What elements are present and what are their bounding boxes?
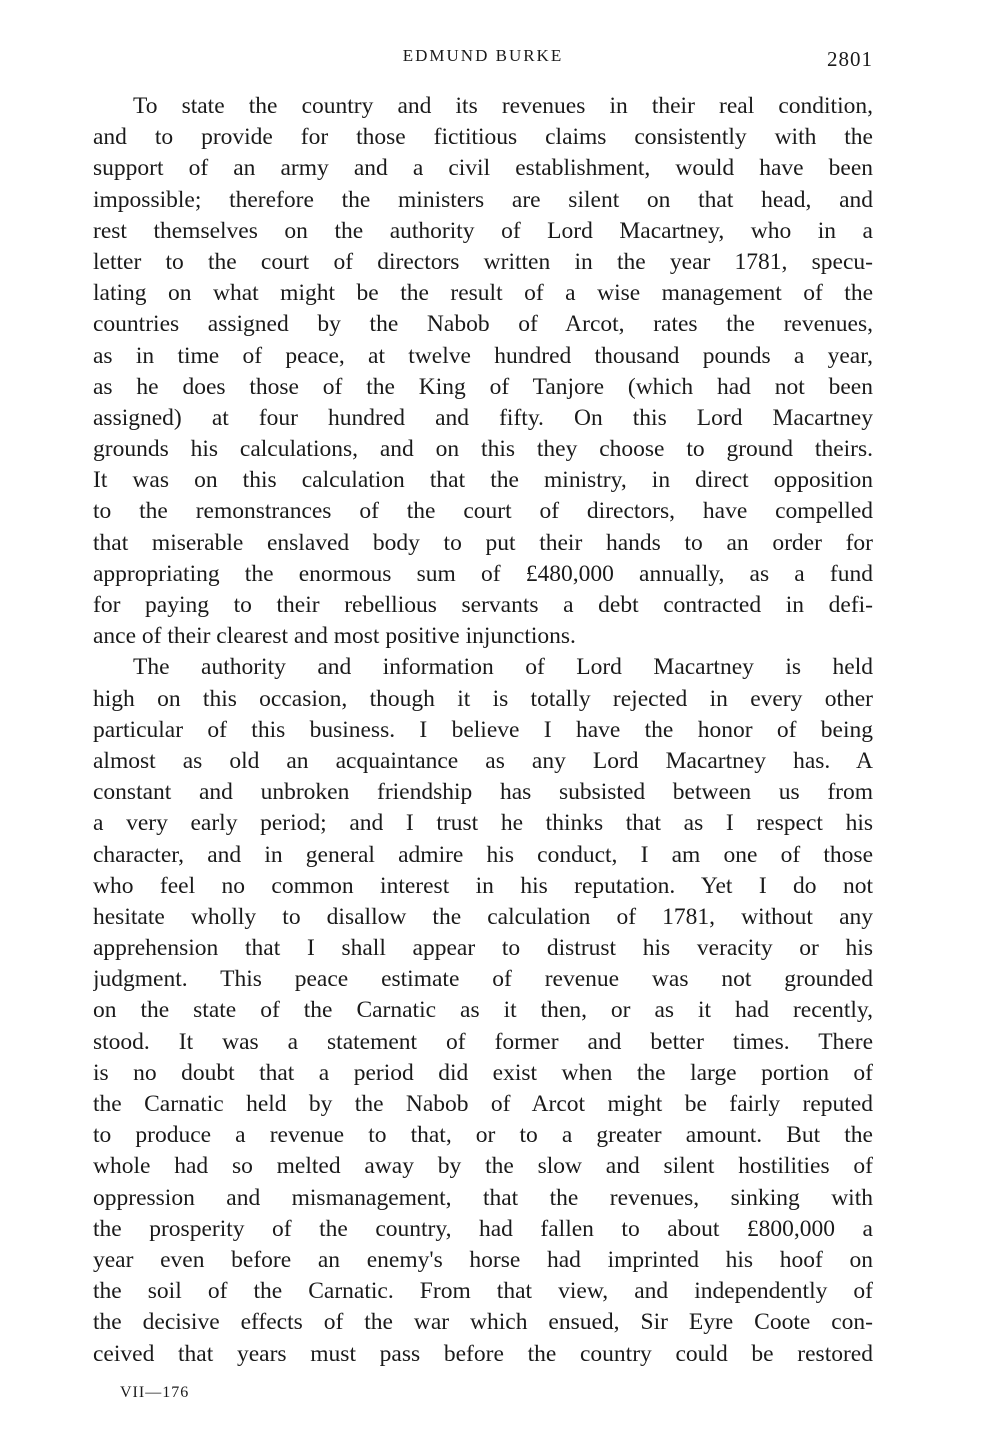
text-line: hesitate wholly to disallow the calculation of 1781, without any [93,903,873,930]
text-line: as he does those of the King of Tanjore (which had not been [93,373,873,400]
text-line: whole had so melted away by the slow and silent hostilities of [93,1153,873,1180]
text-line: particular of this business. I believe I have the honor of being [93,716,873,743]
text-line: lating on what might be the result of a wise management of the [93,280,873,307]
text-line: the prosperity of the country, had fallen to about £800,000 a [93,1215,873,1242]
text-line: To state the country and its revenues in their real condition, [133,93,873,119]
text-line: that miserable enslaved body to put their hands to an order for [93,529,873,556]
text-line: countries assigned by the Nabob of Arcot, rates the revenues, [93,311,873,338]
text-line: ance of their clearest and most positive injunctions. [93,623,576,650]
text-line: and to provide for those fictitious claims consistently with the [93,124,873,151]
text-line: as in time of peace, at twelve hundred thousand pounds a year, [93,342,873,369]
text-line: judgment. This peace estimate of revenue was not grounded [93,966,873,993]
text-line: letter to the court of directors written in the year 1781, specu- [93,248,873,275]
text-line: the Carnatic held by the Nabob of Arcot might be fairly reputed [93,1091,873,1117]
paragraph-2 [93,652,873,1369]
text-line: It was on this calculation that the ministry, in direct opposition [93,467,873,494]
text-line: to the remonstrances of the court of directors, have compelled [93,498,873,525]
text-line: impossible; therefore the ministers are silent on that head, and [93,186,873,213]
text-line: apprehension that I shall appear to distrust his veracity or his [93,935,873,962]
running-title: EDMUND BURKE [402,46,564,65]
body-text [93,91,873,1370]
text-line: rest themselves on the authority of Lord Macartney, who in a [93,217,873,244]
text-line: year even before an enemy's horse had imprinted his hoof on [93,1246,873,1273]
text-line: appropriating the enormous sum of £480,000 annually, as a fund [93,560,873,587]
text-line: The authority and information of Lord Macartney is held [133,654,873,681]
text-line: a very early period; and I trust he thinks that as I respect his [93,810,873,837]
text-line: grounds his calculations, and on this they choose to ground theirs. [93,436,873,463]
page-number: 2801 [827,47,873,71]
text-line: support of an army and a civil establishment, would have been [93,155,873,182]
text-line: oppression and mismanagement, that the revenues, sinking with [93,1184,873,1211]
text-line: character, and in general admire his conduct, I am one of those [93,841,873,868]
text-line: on the state of the Carnatic as it then, or as it had recently, [93,997,873,1024]
paragraph-1 [93,91,873,652]
text-line: assigned) at four hundred and fifty. On this Lord Macartney [93,404,873,431]
text-line: stood. It was a statement of former and better times. There [93,1028,873,1055]
text-line: the soil of the Carnatic. From that view, and independently of [93,1278,873,1305]
text-line: ceived that years must pass before the country could be restored [93,1340,873,1367]
text-line: the decisive effects of the war which ensued, Sir Eyre Coote con- [93,1309,873,1336]
text-line: high on this occasion, though it is totally rejected in every other [93,685,873,712]
running-head [93,44,873,74]
text-line: who feel no common interest in his reputation. Yet I do not [93,872,873,899]
signature-mark: VII—176 [120,1384,190,1401]
text-line: is no doubt that a period did exist when the large portion of [93,1059,873,1086]
text-line: almost as old an acquaintance as any Lord Macartney has. A [93,747,873,774]
text-line: to produce a revenue to that, or to a greater amount. But the [93,1122,873,1149]
text-line: for paying to their rebellious servants a debt contracted in defi- [93,592,873,618]
text-line: constant and unbroken friendship has subsisted between us from [93,779,873,806]
